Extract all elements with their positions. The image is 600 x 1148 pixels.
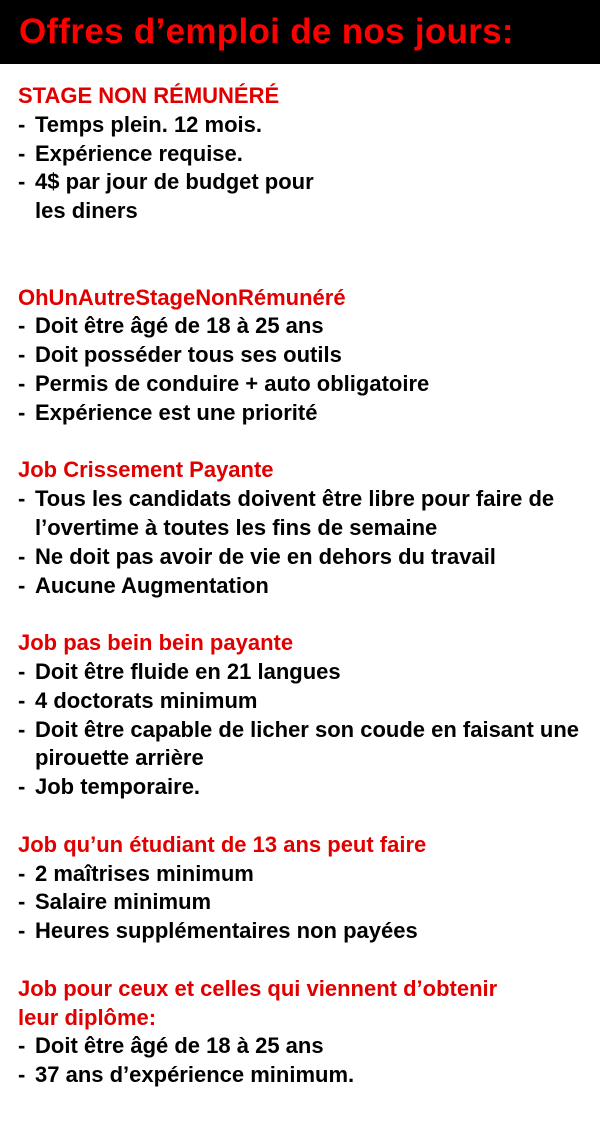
list-item [18,716,598,774]
section-spacer [18,946,598,975]
job-section [18,629,598,802]
list-item-text: Doit posséder tous ses outils [35,342,342,368]
bullet-dash: - [18,140,26,166]
section-heading: Job qu’un étudiant de 13 ans peut faire [18,831,427,857]
list-item-text: Temps plein. 12 mois. [35,111,262,137]
list-item [18,140,598,169]
requirements-list [18,1032,598,1090]
list-item [18,312,598,341]
section-heading: OhUnAutreStageNonRémunéré [18,284,346,310]
list-item-text: 4$ par jour de budget pour les diners [35,169,314,224]
list-item [18,1061,598,1090]
job-listings [18,82,598,1090]
bullet-dash: - [18,716,26,742]
bullet-dash: - [18,1033,26,1059]
page-title: Offres d’emploi de nos jours: [19,12,514,51]
list-item [18,917,598,946]
section-heading: Job Crissement Payante [18,457,274,483]
bullet-dash: - [18,399,26,425]
list-item [18,860,598,889]
requirements-list [18,860,598,946]
section-spacer [18,226,598,284]
section-spacer [18,600,598,629]
list-item-text: Permis de conduire + auto obligatoire [35,370,430,396]
list-item [18,888,598,917]
bullet-dash: - [18,486,26,512]
bullet-dash: - [18,111,26,137]
bullet-dash: - [18,774,26,800]
bullet-dash: - [18,889,26,915]
list-item-text: Doit être âgé de 18 à 25 ans [35,1033,324,1059]
list-item-text: Doit être capable de licher son coude en faisant une pirouette arrière [35,716,580,771]
job-section [18,975,598,1090]
list-item [18,341,598,370]
section-heading: Job pour ceux et celles qui viennent d’obtenir leur diplôme: [18,975,498,1030]
bullet-dash: - [18,1062,26,1088]
list-item [18,485,598,543]
list-item [18,687,598,716]
job-section [18,831,598,946]
title-banner [0,0,600,64]
list-item [18,572,598,601]
list-item-text: 4 doctorats minimum [35,687,258,713]
bullet-dash: - [18,543,26,569]
bullet-dash: - [18,572,26,598]
list-item [18,111,598,140]
section-spacer [18,428,598,457]
list-item-text: Expérience est une priorité [35,399,318,425]
list-item-text: Ne doit pas avoir de vie en dehors du travail [35,543,496,569]
list-item-text: 37 ans d’expérience minimum. [35,1062,355,1088]
list-item [18,543,598,572]
bullet-dash: - [18,658,26,684]
list-item [18,399,598,428]
requirements-list [18,111,598,226]
list-item-text: Salaire minimum [35,889,212,915]
list-item [18,773,598,802]
list-item [18,658,598,687]
list-item-text: 2 maîtrises minimum [35,860,254,886]
section-spacer [18,802,598,831]
job-section [18,456,598,600]
bullet-dash: - [18,687,26,713]
list-item-text: Doit être âgé de 18 à 25 ans [35,313,324,339]
bullet-dash: - [18,860,26,886]
list-item-text: Expérience requise. [35,140,243,166]
bullet-dash: - [18,342,26,368]
list-item [18,168,598,226]
bullet-dash: - [18,918,26,944]
job-section [18,284,598,428]
section-heading: Job pas bein bein payante [18,630,294,656]
section-heading: STAGE NON RÉMUNÉRÉ [18,83,280,108]
list-item-text: Aucune Augmentation [35,572,269,598]
list-item-text: Job temporaire. [35,774,201,800]
list-item [18,370,598,399]
requirements-list [18,658,598,802]
requirements-list [18,485,598,600]
bullet-dash: - [18,313,26,339]
bullet-dash: - [18,370,26,396]
bullet-dash: - [18,169,26,195]
list-item-text: Tous les candidats doivent être libre pour faire de l’overtime à toutes les fins de semaine [35,486,555,540]
requirements-list [18,312,598,427]
list-item-text: Heures supplémentaires non payées [35,918,418,944]
list-item-text: Doit être fluide en 21 langues [35,658,341,684]
job-section [18,82,598,226]
list-item [18,1032,598,1061]
